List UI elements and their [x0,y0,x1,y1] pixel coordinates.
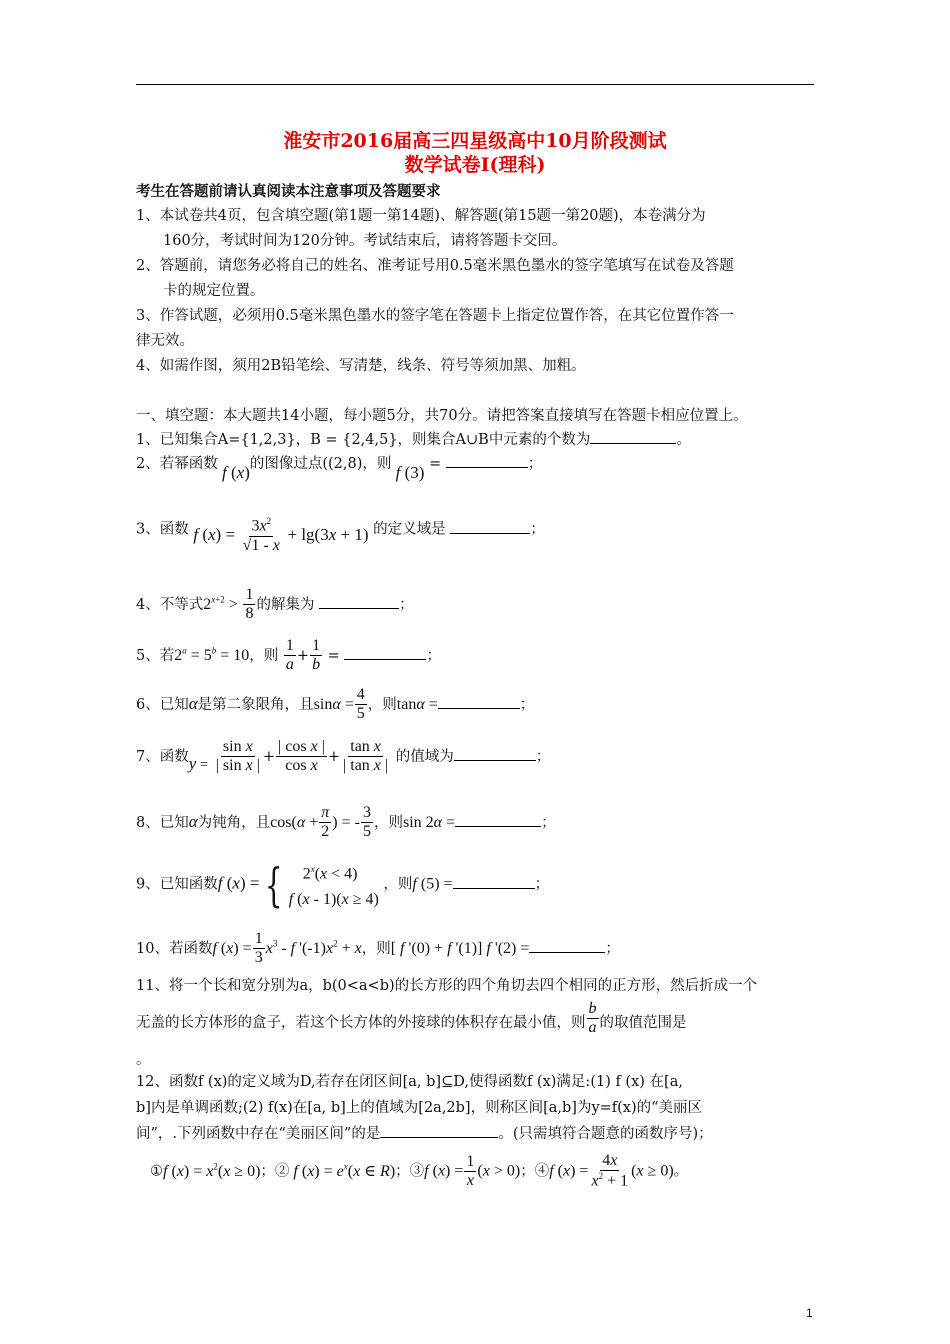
question-7: 7、函数y = $\frac{\text{sin x}}{\text{| sin x |}}$ + $\frac{\text{| cos x |}}{\text{cos x}}$ + $\frac{\text{tan x}}{\text{| tan x |}}$ 的值域为 ； [136,738,551,775]
question-1: 1、已知集合A={1,2,3}，B = {2,4,5}，则集合A∪B中元素的个数为 。 [136,428,691,449]
question-11b: 无盖的长方体形的盒子，若这个长方体的外接球的体积存在最小值，则 $\frac{b}{a}$ 的取值范围是 [136,1000,687,1037]
question-3: 3、函数 f (x) = $\frac{3x^2}{√1 - x}$ + lg(3x + 1) 的定义域是 ； [136,516,545,554]
instruction-3a: 3、作答试题，必须用0.5毫米黑色墨水的签字笔在答题卡上指定位置作答，在其它位置作答一 [136,308,734,324]
instruction-1b: 160分，考试时间为120分钟。考试结束后，请将答题卡交回。 [163,233,567,249]
question-12-options: ①f $(x) = x^2(x \ge 0)$；② f $(x) = e^x(x$ ∈ R)；③f (x) = $\frac{1}{x}$ (x > 0)；④f (x) = $\frac{4x}{x^2 + 1}$ (x ≥ 0)。 [150,1152,689,1190]
exam-subtitle: 数学试卷Ⅰ(理科) [404,154,546,176]
section-heading: 一、填空题：本大题共14小题，每小题5分，共70分。请把答案直接填写在答题卡相应位置上。 [136,408,748,424]
page-number: 1 [806,1306,813,1320]
question-10: 10、若函数f (x) = $\frac{1}{3}$ $x^3$ - f '$(-1)x^2 + x$，则[ f '(0) + f '(1)] f '(2) = ； [136,930,620,967]
header-rule [136,84,814,85]
question-12c: 间”，.下列函数中存在“美丽区间”的是 。(只需填符合题意的函数序号)； [136,1122,713,1143]
question-11-end: 。 [136,1052,151,1068]
instructions-heading: 考生在答题前请认真阅读本注意事项及答题要求 [136,183,441,200]
question-6: 6、已知α是第二象限角，且sinα = $\frac{4}{5}$ ，则tanα = ； [136,686,535,723]
exam-title: 淮安市2016届高三四星级高中10月阶段测试 [283,130,667,152]
question-5: 5、若$2^a = 5^b = 10$，则 $\frac{1}{a}$ + $\frac{1}{b}$ = ； [136,637,441,674]
question-4: 4、不等式$2^{x+2}$ > $\frac{1}{8}$ 的解集为 ； [136,586,414,623]
question-9: 9、已知函数f (x) = { $2^x(x < 4)$ f (x - 1)(x ≥ 4) ，则f (5) = ； [136,857,550,912]
instruction-1a: 1、本试卷共4页，包含填空题(第1题一第14题)、解答题(第15题一第20题)，本卷满分为 [136,208,706,224]
question-8: 8、已知α为钝角，且cos(α + $\frac{\pi}{2}$ ) = - $\frac{3}{5}$ ，则sin 2α = ； [136,804,556,841]
question-11a: 11、将一个长和宽分别为a，b(0<a<b)的长方形的四个角切去四个相同的正方形，然后折成一个 [136,978,758,994]
question-12a: 12、函数f (x)的定义域为D,若存在闭区间[a, b]⊆D,使得函数f (x)满足:(1) f (x) 在[a, [136,1074,683,1090]
instruction-2b: 卡的规定位置。 [163,283,265,299]
question-12b: b]内是单调函数;(2) f(x)在[a, b]上的值域为[2a,2b]，则称区间[a,b]为y=f(x)的“美丽区 [136,1100,703,1116]
question-2: 2、若幂函数 f (x)的图像过点((2,8)，则 f (3) = ； [136,452,542,473]
instruction-2a: 2、答题前，请您务必将自己的姓名、准考证号用0.5毫米黑色墨水的签字笔填写在试卷及答题 [136,258,734,274]
instruction-3b: 律无效。 [136,333,194,349]
instruction-4: 4、如需作图，须用2B铅笔绘、写清楚，线条、符号等须加黑、加粗。 [136,358,586,374]
